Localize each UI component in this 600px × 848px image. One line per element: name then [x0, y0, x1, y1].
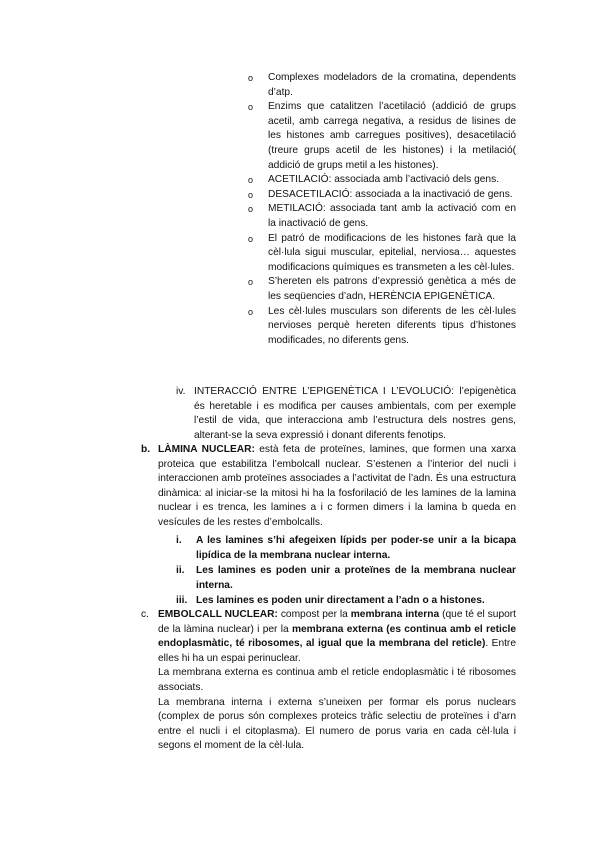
item-number: iii. [176, 595, 188, 606]
circle-bullet-icon: o [248, 73, 254, 83]
section-embolcall-nuclear [141, 608, 516, 754]
list-item [248, 305, 516, 349]
list-item [248, 173, 516, 188]
section-body [158, 443, 516, 531]
bold-run: membrana interna [350, 609, 440, 620]
list-item [248, 100, 516, 173]
list-item [248, 202, 516, 231]
roman-item [176, 594, 516, 609]
item-text: INTERACCIÓ ENTRE L’EPIGENÈTICA I L’EVOLUCIÓ: l’epigenètica és heretable i es modifica per causes ambientals, com per exemple l’estil de vida, que interacciona amb l’estructura dels nostres gens, alterant-se la seva expressió i donant diferents fenotips. [194, 386, 516, 441]
section-title: LÀMINA NUCLEAR: [158, 444, 255, 455]
item-text: DESACETILACIÓ: associada a la inactivació de gens. [268, 188, 513, 200]
item-text: Les lamines es poden unir directament a l’adn o a histones. [196, 595, 485, 606]
circle-bullet-icon: o [248, 175, 254, 186]
circle-bullet-icon: o [248, 306, 254, 317]
paragraph [158, 608, 516, 666]
text-run: (que té el suport de la làmina nuclear) i per la [158, 609, 516, 635]
item-text: Les cèl·lules musculars son diferents de les cèl·lules nervioses perquè hereten diferents tipus d’histones modificades, no diferents gens. [268, 305, 516, 346]
circle-bullet-list [248, 71, 516, 348]
roman-item [176, 564, 516, 593]
circle-bullet-icon: o [248, 189, 254, 200]
circle-bullet-icon: o [248, 102, 254, 113]
item-text: METILACIÓ: associada tant amb la activació com en la inactivació de gens. [268, 203, 516, 229]
section-title: EMBOLCALL NUCLEAR: [158, 609, 278, 620]
list-item [248, 275, 516, 304]
item-text: A les lamines s’hi afegeixen lípids per poder-se unir a la bicapa lipídica de la membrana nuclear interna. [196, 535, 516, 561]
item-text: Complexes modeladors de la cromatina, dependents d’atp. [268, 72, 516, 98]
section-letter: b. [141, 444, 151, 455]
section-lamina-nuclear [141, 443, 516, 531]
bold-run: membrana externa (es continua amb el reticle endoplasmàtic, té ribosomes, al igual que la membrana del reticle) [158, 623, 516, 650]
section-body [158, 608, 516, 754]
roman-item [176, 534, 516, 563]
item-text: ACETILACIÓ: associada amb l’activació dels gens. [268, 174, 500, 186]
item-text: Les lamines es poden unir a proteïnes de la membrana nuclear interna. [196, 565, 516, 591]
circle-bullet-icon: o [248, 233, 254, 244]
text-run: compost per la [277, 609, 351, 620]
list-item [248, 232, 516, 276]
text-run: . Entre elles hi ha un espai perinuclear. [158, 638, 516, 664]
item-number: i. [176, 535, 182, 546]
item-text: Enzims que catalitzen l’acetilació (addició de grups acetil, amb carrega negativa, a residus de lisines de les histones amb carregues positives), desacetilació (treure grups acetil de les histones) i la metilació( addició de grups metil a les histones). [268, 101, 516, 171]
circle-bullet-icon: o [248, 277, 254, 288]
item-text: S’hereten els patrons d’expressió genètica a més de les seqüencies d’adn, HERÈNCIA EPIGENÈTICA. [268, 276, 516, 302]
list-item-iv [176, 385, 516, 443]
paragraph: La membrana externa es continua amb el reticle endoplasmàtic i té ribosomes associats. [158, 667, 516, 693]
item-text: El patró de modificacions de les histones farà que la cèl·lula sigui muscular, epitelial, nerviosa… aquestes modificacions químiques es transmeten a les cèl·lules. [268, 232, 516, 273]
item-number: iv. [176, 386, 186, 397]
paragraph: La membrana interna i externa s’uneixen per formar els porus nuclears (complex de porus són complexes proteics tràfic selectiu de proteïnes i d’arn entre el nucli i el citoplasma). El numero de porus varia en cada cèl·lula i segons el moment de la cèl·lula. [158, 696, 516, 752]
list-item [248, 71, 516, 100]
circle-bullet-icon: o [248, 204, 254, 215]
section-text: està feta de proteïnes, lamines, que formen una xarxa proteica que estabilitza l’embolcall nuclear. S’estenen a l’interior del nucli i interaccionen amb proteïnes associades a l’activitat de l’adn. És una estructura dinàmica: al iniciar-se la mitosi hi ha la fosforilació de les lamines de la lamina nuclear i es trenca, les lamines a i c formen dimers i la lamina b queda en vesícules de les restes d’embolcalls. [158, 444, 516, 528]
list-item [248, 188, 516, 203]
item-number: ii. [176, 565, 185, 576]
section-letter: c. [141, 609, 149, 620]
